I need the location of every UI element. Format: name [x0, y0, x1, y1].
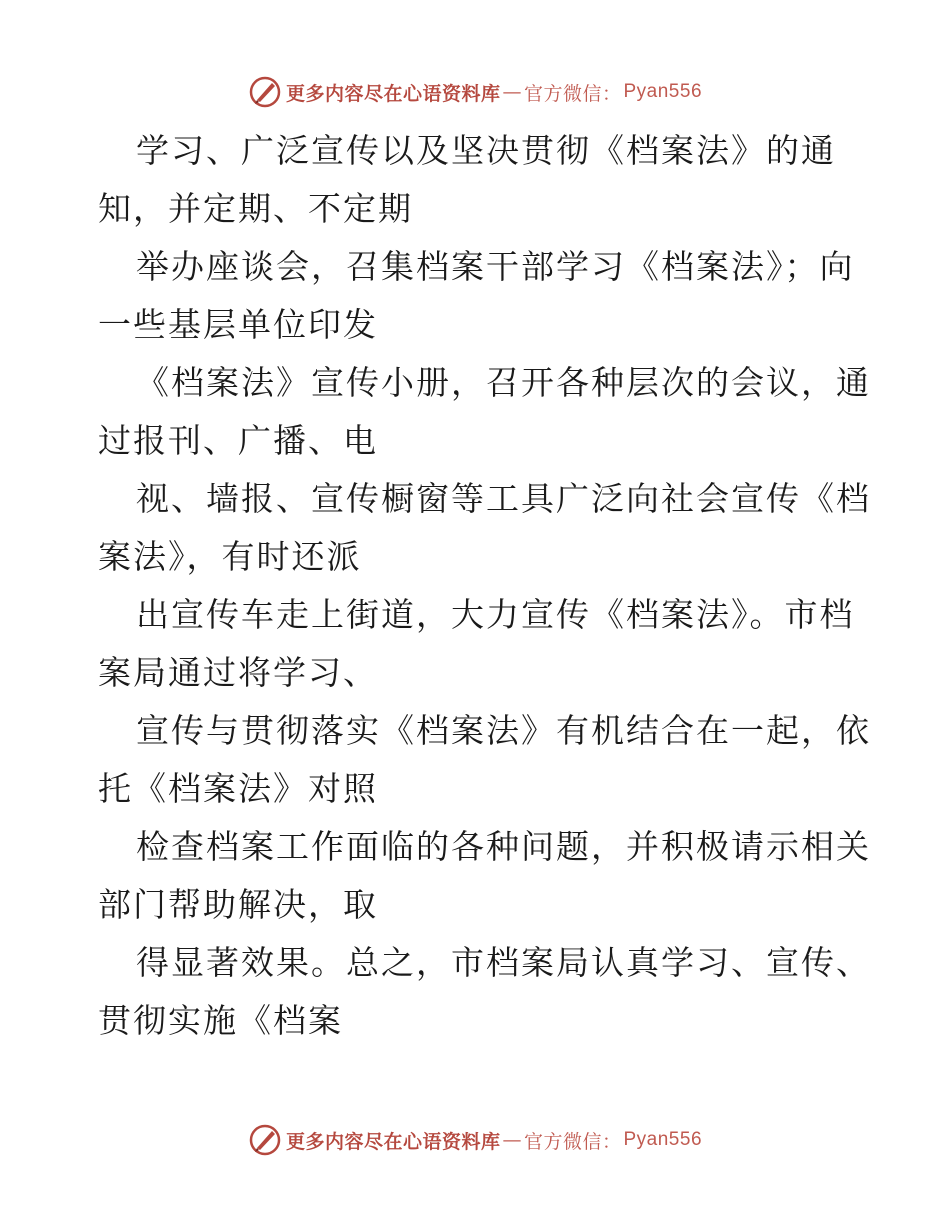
- text-line: 过报刊、广播、电: [98, 421, 378, 460]
- text-line: 宣传与贯彻落实《档案法》有机结合在一起，依: [136, 711, 871, 750]
- text-line: 部门帮助解决，取: [98, 885, 378, 924]
- document-body: [98, 122, 871, 1050]
- banner-dash: —: [502, 81, 522, 103]
- banner-wechat-label: 官方微信：: [523, 1130, 622, 1153]
- banner-slogan: 更多内容尽在心语资料库: [285, 1130, 501, 1153]
- text-line: 案局通过将学习、: [98, 653, 378, 692]
- banner-wechat-label: 官方微信：: [523, 82, 622, 105]
- quill-seal-logo-icon: [248, 75, 282, 109]
- text-line: 举办座谈会，召集档案干部学习《档案法》；向: [136, 247, 855, 286]
- quill-seal-logo-icon: [248, 1123, 282, 1157]
- text-line: 视、墙报、宣传橱窗等工具广泛向社会宣传《档: [136, 479, 871, 518]
- text-line: 学习、广泛宣传以及坚决贯彻《档案法》的通: [136, 131, 836, 170]
- banner-dash: —: [502, 1129, 522, 1151]
- text-line: 案法》，有时还派: [98, 537, 362, 576]
- text-line: 贯彻实施《档案: [98, 1001, 343, 1040]
- text-line: 托《档案法》对照: [98, 769, 378, 808]
- text-line: 知，并定期、不定期: [98, 189, 413, 228]
- text-line: 得显著效果。总之，市档案局认真学习、宣传、: [136, 943, 871, 982]
- footer-banner: [0, 1120, 950, 1160]
- text-line: 出宣传车走上街道，大力宣传《档案法》。市档: [136, 595, 855, 634]
- text-line: 检查档案工作面临的各种问题，并积极请示相关: [136, 827, 871, 866]
- banner-wechat-id: Pyan556: [623, 81, 703, 102]
- text-line: 《档案法》宣传小册，召开各种层次的会议，通: [136, 363, 871, 402]
- banner-slogan: 更多内容尽在心语资料库: [285, 82, 501, 105]
- text-line: 一些基层单位印发: [98, 305, 378, 344]
- header-banner: [0, 72, 950, 112]
- banner-wechat-id: Pyan556: [623, 1129, 703, 1150]
